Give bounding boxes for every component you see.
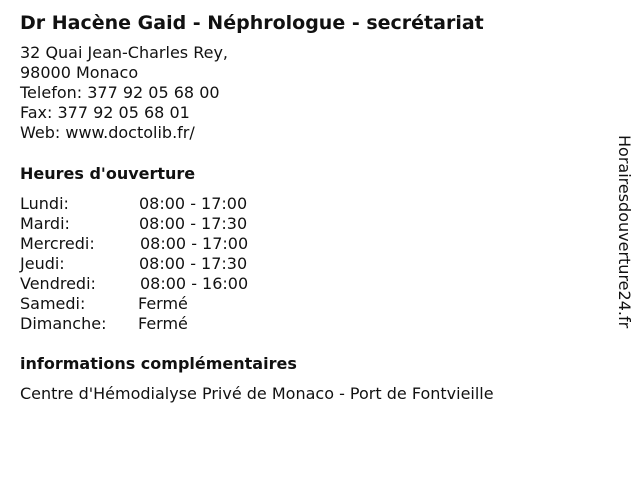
day-label: Samedi: [20,294,86,313]
time-value: 08:00 - 17:00 [139,194,248,213]
day-label: Mardi: [20,214,70,233]
address-street: 32 Quai Jean-Charles Rey, [20,43,228,62]
time-value: 08:00 - 17:30 [139,254,248,273]
additional-info-heading: informations complémentaires [20,354,297,373]
address-city: 98000 Monaco [20,63,139,82]
page-title: Dr Hacène Gaid - Néphrologue - secrétariat [20,12,484,34]
watermark-text: Horairesdouverture24.fr [615,135,634,329]
day-label: Mercredi: [20,234,95,253]
time-value: 08:00 - 16:00 [140,274,249,293]
opening-hours-heading: Heures d'ouverture [20,164,196,183]
day-label: Lundi: [20,194,69,213]
address-block [20,43,228,143]
fax-number: Fax: 377 92 05 68 01 [20,103,190,122]
time-value: Fermé [138,294,188,313]
time-value: 08:00 - 17:00 [140,234,249,253]
day-label: Dimanche: [20,314,107,333]
day-label: Jeudi: [20,254,65,273]
phone-number: Telefon: 377 92 05 68 00 [20,83,220,102]
additional-info-text: Centre d'Hémodialyse Privé de Monaco - Port de Fontvieille [20,384,494,403]
site-watermark [612,135,636,375]
website-link: Web: www.doctolib.fr/ [20,123,195,142]
time-value: 08:00 - 17:30 [139,214,248,233]
day-label: Vendredi: [20,274,96,293]
time-value: Fermé [138,314,188,333]
